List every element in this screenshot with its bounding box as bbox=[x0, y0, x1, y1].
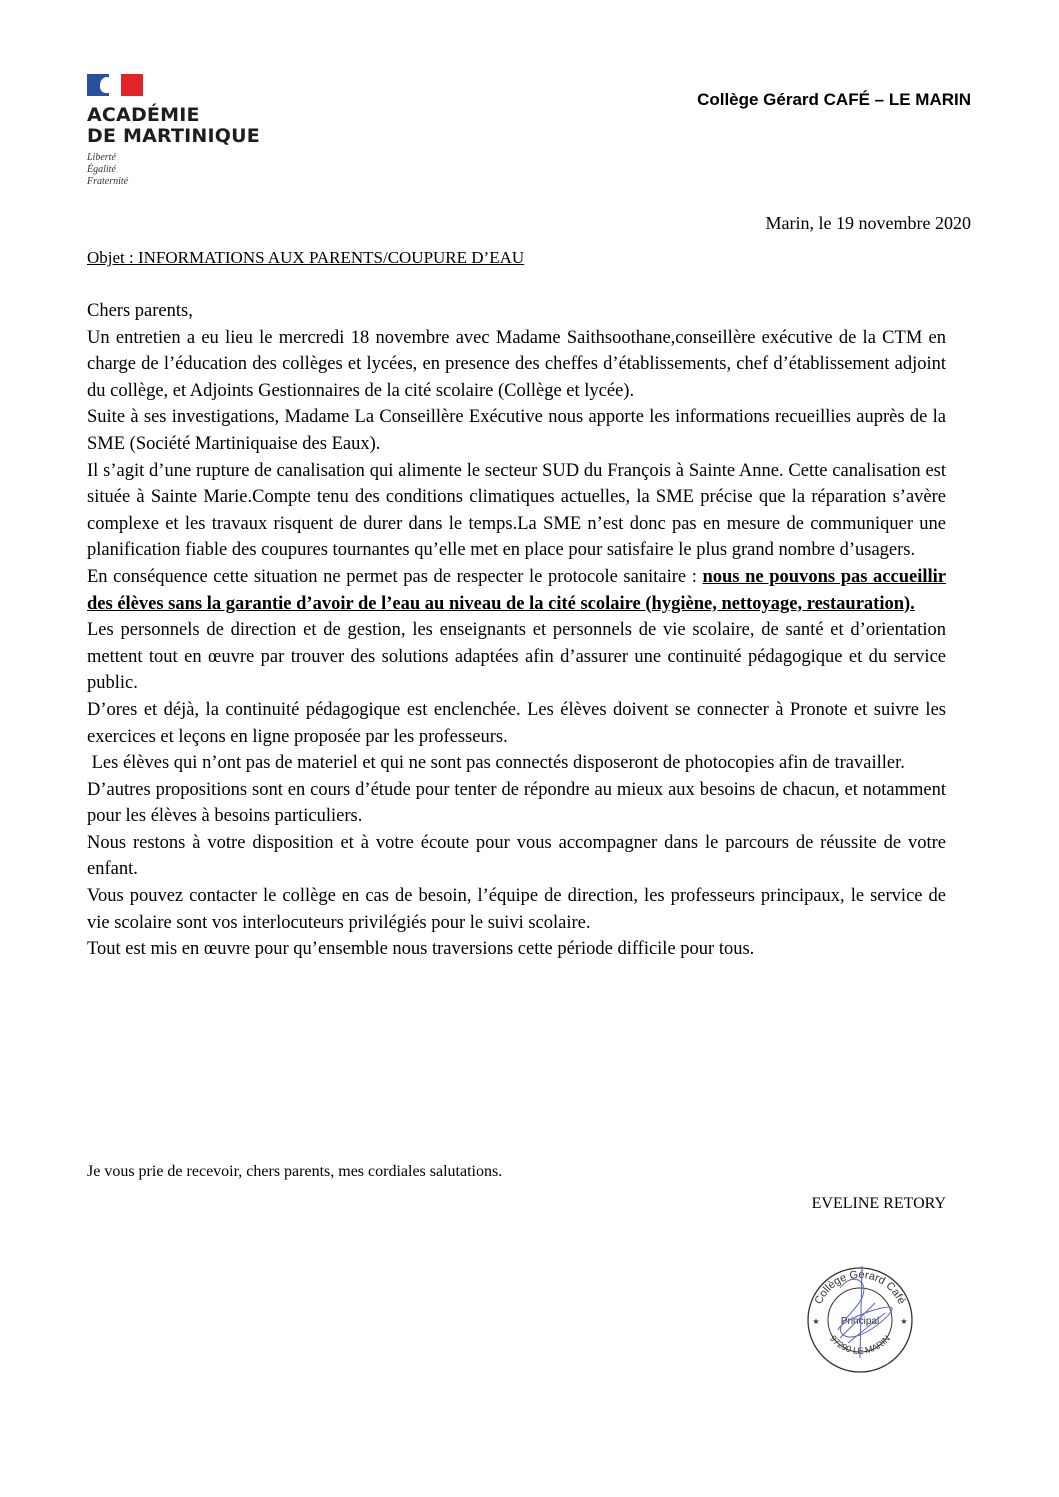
stamp-center-text: Principal bbox=[840, 1316, 880, 1327]
consequence-emphasis: nous ne pouvons pas accueillir des élèves sans la garantie d’avoir de l’eau au niveau de la cité scolaire (hygiène, nettoyage, restauration). bbox=[87, 566, 946, 614]
stamp-star-left-icon: ★ bbox=[812, 1317, 820, 1326]
body-paragraph: Vous pouvez contacter le collège en cas de besoin, l’équipe de direction, les professeurs principaux, le service de vie scolaire sont vos interlocuteurs privilégiés pour le suivi scolaire. bbox=[87, 886, 946, 933]
body-paragraph: Les élèves qui n’ont pas de materiel et qui ne sont pas connectés disposeront de photocopies afin de travailler. bbox=[87, 753, 905, 774]
body-paragraph: D’autres propositions sont en cours d’étude pour tenter de répondre au mieux aux besoins de chacun, et notamment pour les élèves à besoins particuliers. bbox=[87, 779, 946, 827]
salutation: Chers parents, bbox=[87, 301, 193, 321]
flag-red-band bbox=[121, 74, 143, 96]
republic-motto bbox=[87, 152, 277, 188]
body-paragraph: Tout est mis en œuvre pour qu’ensemble nous traversions cette période difficile pour tous. bbox=[87, 939, 755, 960]
stamp-bottom-text: 97290 LE MARIN bbox=[828, 1333, 893, 1356]
body-paragraph: D’ores et déjà, la continuité pédagogique est enclenchée. Les élèves doivent se connecter à Pronote et suivre les exercices et leçons en ligne proposée par les professeurs. bbox=[87, 699, 946, 747]
closing-formula: Je vous prie de recevoir, chers parents, mes cordiales salutations. bbox=[87, 1163, 503, 1180]
academie-logo bbox=[87, 74, 277, 188]
marianne-flag-icon bbox=[87, 74, 143, 96]
letter-subject: Objet : INFORMATIONS AUX PARENTS/COUPURE D’EAU bbox=[87, 248, 525, 267]
school-name: Collège Gérard CAFÉ – LE MARIN bbox=[697, 90, 971, 109]
body-paragraph: Suite à ses investigations, Madame La Conseillère Exécutive nous apporte les informations recueillies auprès de la SME (Société Martiniquaise des Eaux). bbox=[87, 407, 946, 454]
signatory-name: EVELINE RETORY bbox=[811, 1195, 946, 1212]
body-paragraph: Nous restons à votre disposition et à votre écoute pour vous accompagner dans le parcours de réussite de votre enfant. bbox=[87, 832, 946, 880]
academie-title-line2: DE MARTINIQUE bbox=[87, 125, 260, 147]
stamp-top-text: Collège Gérard Café bbox=[812, 1268, 908, 1307]
motto-fraternite: Fraternité bbox=[87, 176, 129, 187]
motto-liberte: Liberté bbox=[87, 152, 116, 163]
motto-egalite: Égalité bbox=[87, 164, 116, 175]
consequence-paragraph bbox=[87, 564, 946, 617]
body-paragraph: Les personnels de direction et de gestion, les enseignants et personnels de vie scolaire, de santé et d’orientation mettent tout en œuvre par trouver des solutions adaptées afin d’assurer une continuité pédagogique et du service public. bbox=[87, 620, 946, 694]
school-stamp bbox=[800, 1258, 920, 1378]
academie-title-line1: ACADÉMIE bbox=[87, 104, 200, 126]
letter-body bbox=[87, 298, 946, 963]
consequence-intro: En conséquence cette situation ne permet pas de respecter le protocole sanitaire : bbox=[87, 566, 703, 587]
academie-title bbox=[87, 105, 277, 147]
flag-white-band bbox=[109, 74, 121, 96]
body-paragraph: Il s’agit d’une rupture de canalisation qui alimente le secteur SUD du François à Sainte Anne. Cette canalisation est située à Sainte Marie.Compte tenu des conditions climatiques actuelles, la SME précise que la réparation s’avère complexe et les travaux risquent de durer dans le temps.La SME n’est donc pas en mesure de communiquer une planification fiable des coupures tournantes qu’elle met en place pour satisfaire le plus grand nombre d’usagers. bbox=[87, 460, 946, 561]
stamp-star-right-icon: ★ bbox=[900, 1317, 908, 1326]
body-paragraph: Un entretien a eu lieu le mercredi 18 novembre avec Madame Saithsoothane,conseillère exécutive de la CTM en charge de l’éducation des collèges et lycées, en presence des cheffes d’établissements, chef d’établissement adjoint du collège, et Adjoints Gestionnaires de la cité scolaire (Collège et lycée). bbox=[87, 327, 946, 401]
letter-date: Marin, le 19 novembre 2020 bbox=[765, 213, 971, 233]
